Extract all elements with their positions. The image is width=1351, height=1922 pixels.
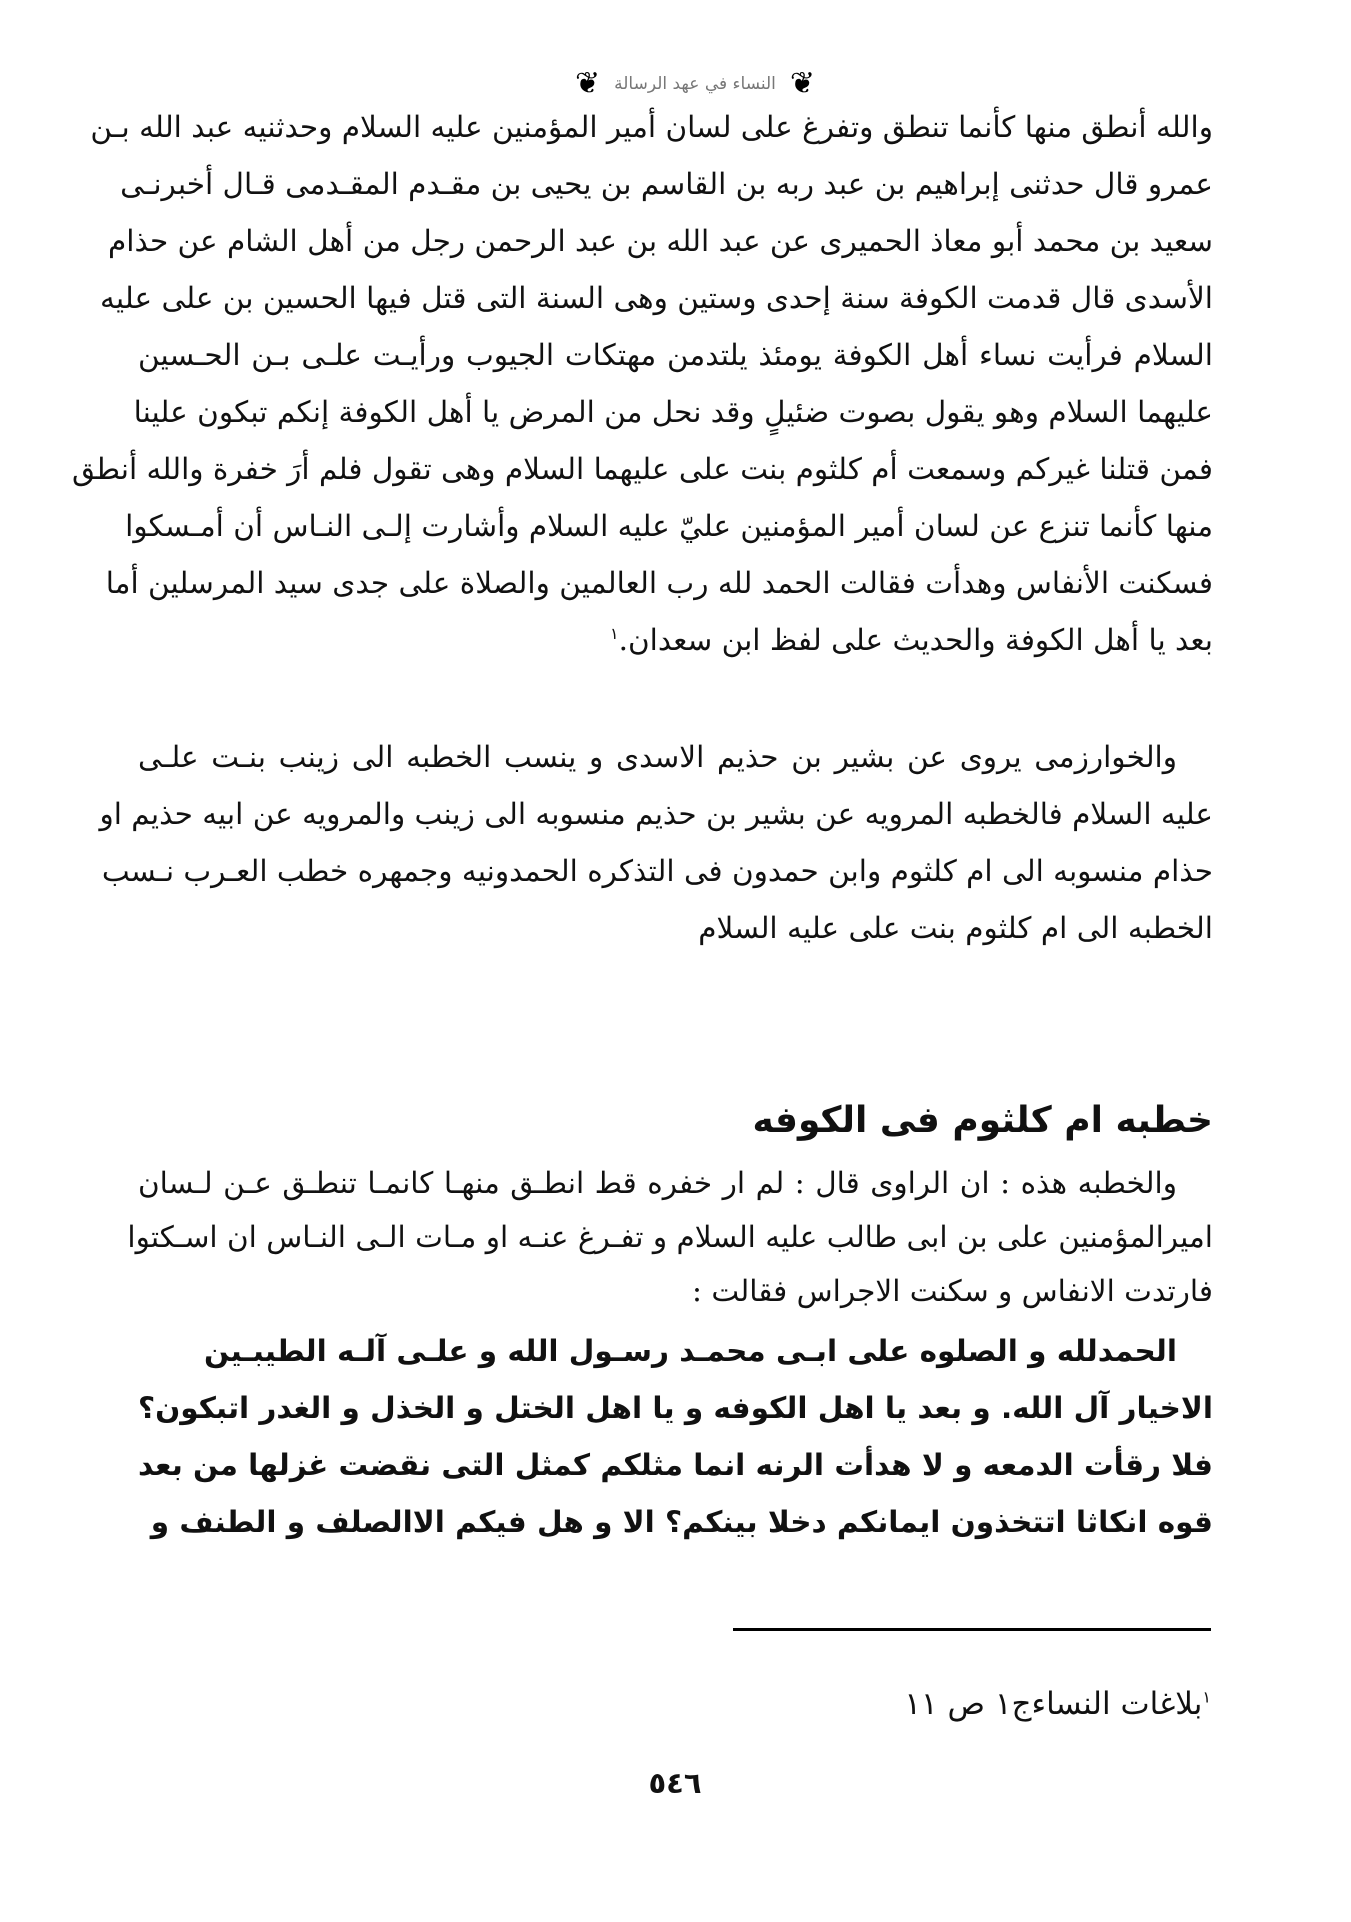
text-line: الأسدى قال قدمت الكوفة سنة إحدى وستين وهى السنة التى قتل فيها الحسين بن على عليه [100, 281, 1213, 315]
sermon-line: فلا رقأت الدمعه و لا هدأت الرنه انما مثلكم كمثل التى نقضت غزلها من بعد [138, 1448, 1213, 1482]
paragraph-khwarazmi [99, 740, 1213, 980]
text-line: اميرالمؤمنين على بن ابى طالب عليه السلام و تفـرغ عنـه او مـات الـى النـاس ان اسـكتوا [127, 1220, 1213, 1254]
header-ornament-right-icon: ❦ [789, 66, 816, 101]
running-header [475, 62, 915, 106]
text-line: الخطبه الى ام كلثوم بنت على عليه السلام [698, 911, 1213, 945]
section-heading: خطبه ام كلثوم فى الكوفه [752, 1100, 1213, 1141]
sermon-text [137, 1334, 1213, 1594]
text-line: فارتدت الانفاس و سكنت الاجراس فقالت : [692, 1274, 1213, 1308]
footnote-reference: ١ [609, 624, 619, 644]
text-line: والله أنطق منها كأنما تنطق وتفرغ على لسان أمير المؤمنين عليه السلام وحدثنيه عبد الله بـن [90, 110, 1213, 144]
text-line: فسكنت الأنفاس وهدأت فقالت الحمد لله رب العالمين والصلاة على جدى سيد المرسلين أما [105, 566, 1213, 600]
header-ornament-left-icon: ❦ [574, 66, 601, 101]
text-line: حذام منسوبه الى ام كلثوم وابن حمدون فى التذكره الحمدونيه وجمهره خطب العـرب نـسب [101, 854, 1213, 888]
text-line-last [610, 623, 1213, 657]
text-line: منها كأنما تنزع عن لسان أمير المؤمنين عليّ عليه السلام وأشارت إلـى النـاس أن أمـسكوا [125, 509, 1213, 543]
sermon-line: قوه انكاثا اتتخذون ايمانكم دخلا بينكم؟ الا و هل فيكم الاالصلف و الطنف و [150, 1505, 1213, 1539]
header-title: النساء في عهد الرسالة [614, 74, 776, 94]
text-line: عمرو قال حدثنى إبراهيم بن عبد ربه بن القاسم بن يحيى بن مقـدم المقـدمى قـال أخبرنـى [120, 167, 1213, 201]
footnote [904, 1686, 1211, 1722]
footnote-divider [733, 1628, 1211, 1631]
footnote-mark: ١ [1202, 1687, 1211, 1707]
paragraph-narration [71, 110, 1213, 690]
text-line: عليه السلام فالخطبه المرويه عن بشير بن حذيم منسوبه الى زينب والمرويه عن ابيه حذيم او [99, 797, 1213, 831]
sermon-line: الاخيار آل الله. و بعد يا اهل الكوفه و يا اهل الختل و الخذل و الغدر اتبكون؟ [137, 1391, 1213, 1425]
page-number: ٥٤٦ [648, 1766, 702, 1800]
paragraph-intro [127, 1166, 1213, 1336]
footnote-text: بلاغات النساءج١ ص ١١ [904, 1686, 1203, 1722]
text-line-content: بعد يا أهل الكوفة والحديث على لفظ ابن سعدان. [618, 623, 1213, 657]
text-line: والخوارزمى يروى عن بشير بن حذيم الاسدى و ينسب الخطبه الى زينب بنـت علـى [138, 740, 1177, 774]
text-line: والخطبه هذه : ان الراوى قال : لم ار خفره قط انطـق منهـا كانمـا تنطـق عـن لـسان [138, 1166, 1177, 1200]
text-line: سعيد بن محمد أبو معاذ الحميرى عن عبد الله بن عبد الرحمن رجل من أهل الشام عن حذام [108, 224, 1213, 258]
text-line: عليهما السلام وهو يقول بصوت ضئيلٍ وقد نحل من المرض يا أهل الكوفة إنكم تبكون علينا [133, 395, 1213, 429]
text-line: فمن قتلنا غيركم وسمعت أم كلثوم بنت على عليهما السلام وهى تقول فلم أرَ خفرة والله أنطق [71, 452, 1213, 486]
text-line: السلام فرأيت نساء أهل الكوفة يومئذ يلتدمن مهتكات الجيوب ورأيـت علـى بـن الحـسين [138, 338, 1213, 372]
sermon-line: الحمدلله و الصلوه على ابـى محمـد رسـول الله و علـى آلـه الطيبـين [204, 1334, 1177, 1368]
